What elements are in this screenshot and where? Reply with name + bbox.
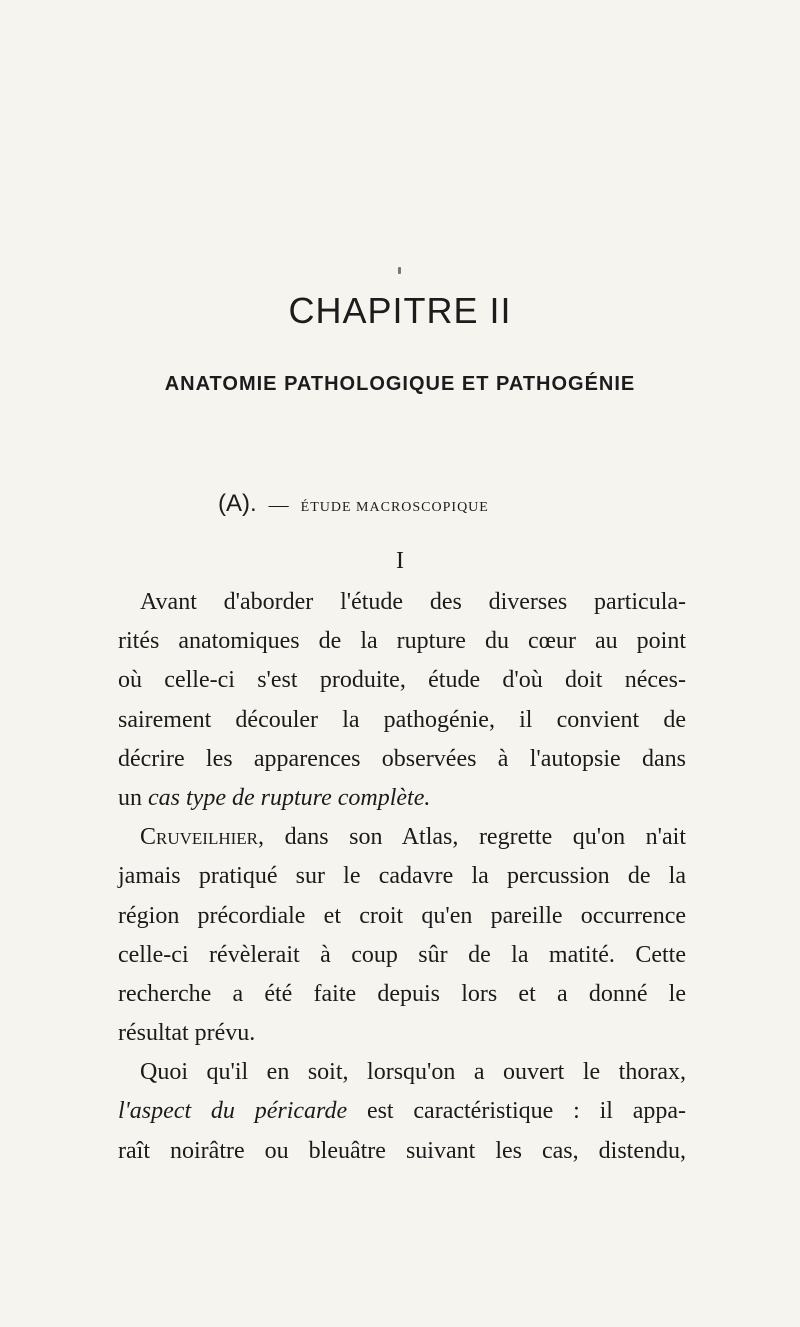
- paragraph-2-line-2: jamais pratiqué sur le cadavre la percussion de la: [118, 863, 686, 890]
- paragraph-2-line-6: résultat prévu.: [118, 1020, 256, 1047]
- paragraph-1-line-3: où celle-ci s'est produite, étude d'où doit néces-: [118, 667, 686, 694]
- paragraph-3-italic-phrase: l'aspect du péricarde: [118, 1098, 348, 1125]
- paragraph-2-line-5: recherche a été faite depuis lors et a donné le: [118, 980, 686, 1007]
- subsection-dash: —: [268, 494, 289, 516]
- part-number: I: [396, 548, 404, 574]
- paragraph-2-line-3: région précordiale et croit qu'en pareille occurrence: [118, 902, 686, 929]
- paragraph-2-line-1: [118, 818, 686, 857]
- ink-speck: [398, 267, 401, 274]
- paragraph-1-line-2: rités anatomiques de la rupture du cœur au point: [118, 628, 686, 655]
- paragraph-1-line-1: Avant d'aborder l'étude des diverses particula-: [140, 589, 686, 615]
- paragraph-1-line-6-start: un: [118, 784, 148, 811]
- subsection-letter: (A).: [218, 490, 257, 517]
- author-name: Cruveilhier: [140, 824, 258, 851]
- subsection-heading: [218, 490, 489, 518]
- subsection-title: ÉTUDE MACROSCOPIQUE: [300, 500, 489, 515]
- body-text: [118, 583, 686, 1171]
- chapter-title: CHAPITRE II: [288, 290, 512, 331]
- paragraph-1-line-6: [118, 779, 686, 818]
- paragraph-1-italic-phrase: cas type de rupture complète.: [148, 784, 431, 811]
- paragraph-1-line-5: décrire les apparences observées à l'autopsie dans: [118, 745, 686, 772]
- paragraph-3-line-2-rest: est caractéristique : il appa-: [347, 1098, 687, 1125]
- paragraph-2-line-4: celle-ci révèlerait à coup sûr de la matité. Cette: [118, 941, 686, 968]
- paragraph-3-line-3: raît noirâtre ou bleuâtre suivant les cas, distendu,: [118, 1137, 686, 1164]
- section-title: ANATOMIE PATHOLOGIQUE ET PATHOGÉNIE: [164, 373, 636, 395]
- paragraph-2-line-1-rest: , dans son Atlas, regrette qu'on n'ait: [258, 824, 686, 851]
- paragraph-3-line-1: Quoi qu'il en soit, lorsqu'on a ouvert le thorax,: [140, 1059, 686, 1086]
- paragraph-1-line-4: sairement découler la pathogénie, il convient de: [118, 706, 686, 733]
- paragraph-3-line-2: [118, 1092, 686, 1131]
